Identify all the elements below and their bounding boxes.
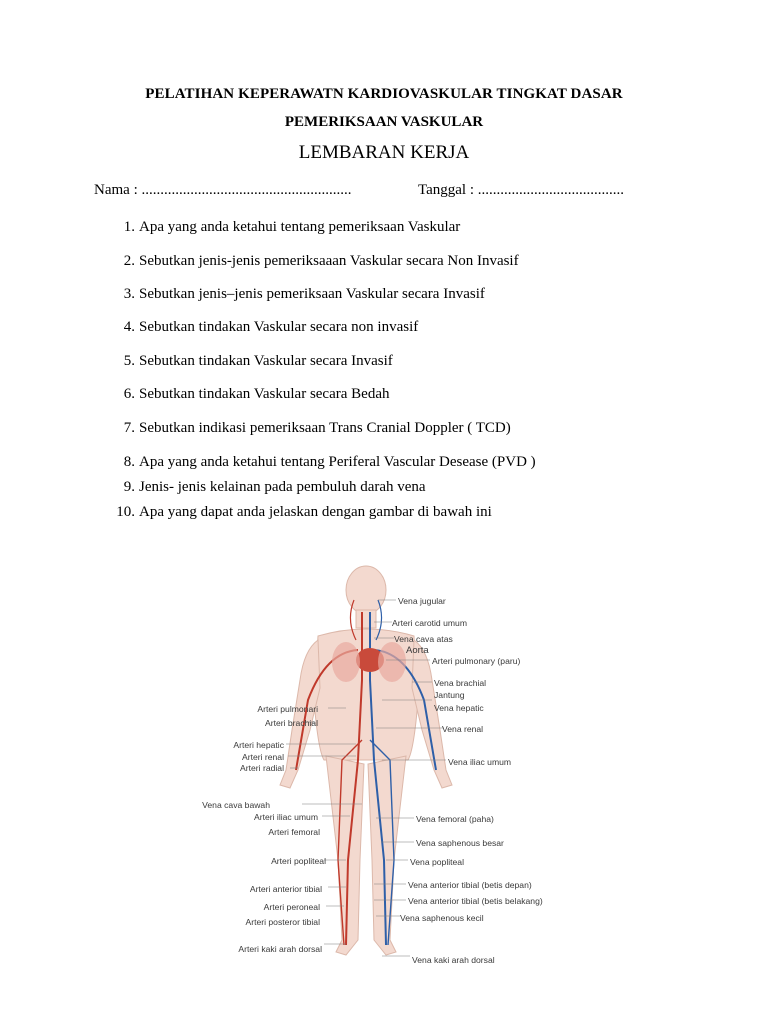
label-vena-saphenous-besar: Vena saphenous besar (416, 838, 504, 848)
question-item (108, 219, 460, 236)
question-text: Apa yang anda ketahui tentang pemeriksaan Vaskular (139, 219, 461, 235)
question-text: Sebutkan tindakan Vaskular secara non invasif (139, 319, 419, 335)
vascular-system-diagram (186, 560, 546, 976)
label-vena-anterior-tibial-depan: Vena anterior tibial (betis depan) (408, 880, 532, 890)
question-text: Sebutkan tindakan Vaskular secara Bedah (139, 386, 390, 402)
question-number: 6. (123, 386, 135, 402)
question-text: Apa yang anda ketahui tentang Periferal Vascular Desease (PVD ) (139, 454, 536, 470)
question-item (108, 353, 393, 370)
label-arteri-posteror-tibial: Arteri posteror tibial (245, 917, 320, 927)
right-lung (378, 642, 406, 682)
label-arteri-brachial: Arteri brachial (264, 718, 318, 728)
label-arteri-popliteal: Arteri popliteal (271, 856, 326, 866)
label-vena-cava-bawah: Vena cava bawah (202, 800, 270, 810)
label-vena-popliteal: Vena popliteal (410, 857, 464, 867)
label-arteri-pulmonary: Arteri pulmonary (paru) (432, 656, 521, 666)
label-arteri-anterior-tibial: Arteri anterior tibial (249, 884, 322, 894)
worksheet-heading: LEMBARAN KERJA (298, 142, 470, 163)
question-item (108, 286, 485, 303)
question-number: 4. (123, 319, 135, 335)
label-arteri-pulmonari: Arteri pulmonari (257, 704, 318, 714)
label-vena-iliac-umum: Vena iliac umum (448, 757, 512, 767)
label-arteri-hepatic: Arteri hepatic (233, 740, 284, 750)
question-text: Jenis- jenis kelainan pada pembuluh darah vena (139, 479, 426, 495)
label-vena-hepatic: Vena hepatic (434, 703, 484, 713)
question-number: 5. (123, 353, 135, 369)
question-text: Sebutkan jenis–jenis pemeriksaan Vaskular secara Invasif (139, 286, 485, 302)
label-vena-renal: Vena renal (442, 724, 484, 734)
question-item (108, 386, 389, 403)
label-vena-cava-atas: Vena cava atas (394, 634, 453, 644)
left-labels (202, 704, 326, 954)
label-arteri-carotid-umum: Arteri carotid umum (392, 618, 467, 628)
question-item (108, 253, 519, 270)
question-item (108, 504, 492, 521)
label-arteri-radial: Arteri radial (240, 763, 284, 773)
question-item (108, 420, 511, 437)
label-vena-saphenous-kecil: Vena saphenous kecil (400, 913, 484, 923)
label-arteri-peroneal: Arteri peroneal (263, 902, 320, 912)
question-item (108, 479, 426, 496)
date-field: Tanggal : ....................................... (418, 182, 625, 198)
label-vena-kaki-arah-dorsal: Vena kaki arah dorsal (412, 955, 495, 965)
left-lung (332, 642, 360, 682)
question-number: 9. (123, 479, 135, 495)
label-vena-femoral: Vena femoral (paha) (416, 814, 494, 824)
question-number: 8. (123, 454, 135, 470)
label-vena-brachial: Vena brachial (434, 678, 487, 688)
label-vena-anterior-tibial-belakang: Vena anterior tibial (betis belakang) (408, 896, 543, 906)
question-text: Sebutkan jenis-jenis pemeriksaaan Vaskular secara Non Invasif (139, 253, 519, 269)
question-item (108, 319, 418, 336)
label-aorta: Aorta (406, 645, 429, 656)
question-number: 10. (116, 504, 135, 520)
question-number: 3. (123, 286, 135, 302)
question-text: Sebutkan indikasi pemeriksaan Trans Cranial Doppler ( TCD) (139, 420, 511, 436)
question-number: 7. (123, 420, 135, 436)
right-labels (392, 596, 543, 965)
label-jantung: Jantung (434, 690, 465, 700)
question-item (108, 454, 536, 471)
label-arteri-renal: Arteri renal (241, 752, 284, 762)
label-arteri-kaki-arah-dorsal: Arteri kaki arah dorsal (238, 944, 322, 954)
question-text: Sebutkan tindakan Vaskular secara Invasif (139, 353, 393, 369)
title-line-1: PELATIHAN KEPERAWATN KARDIOVASKULAR TINGKAT DASAR (145, 86, 623, 102)
body-figure (186, 560, 546, 976)
label-vena-jugular: Vena jugular (398, 596, 446, 606)
label-arteri-iliac-umum: Arteri iliac umum (254, 812, 318, 822)
question-text: Apa yang dapat anda jelaskan dengan gambar di bawah ini (139, 504, 492, 520)
question-number: 1. (123, 219, 135, 235)
name-field: Nama : ........................................................ (94, 182, 352, 198)
question-number: 2. (123, 253, 135, 269)
title-line-2: PEMERIKSAAN VASKULAR (284, 114, 484, 130)
label-arteri-femoral: Arteri femoral (268, 827, 320, 837)
